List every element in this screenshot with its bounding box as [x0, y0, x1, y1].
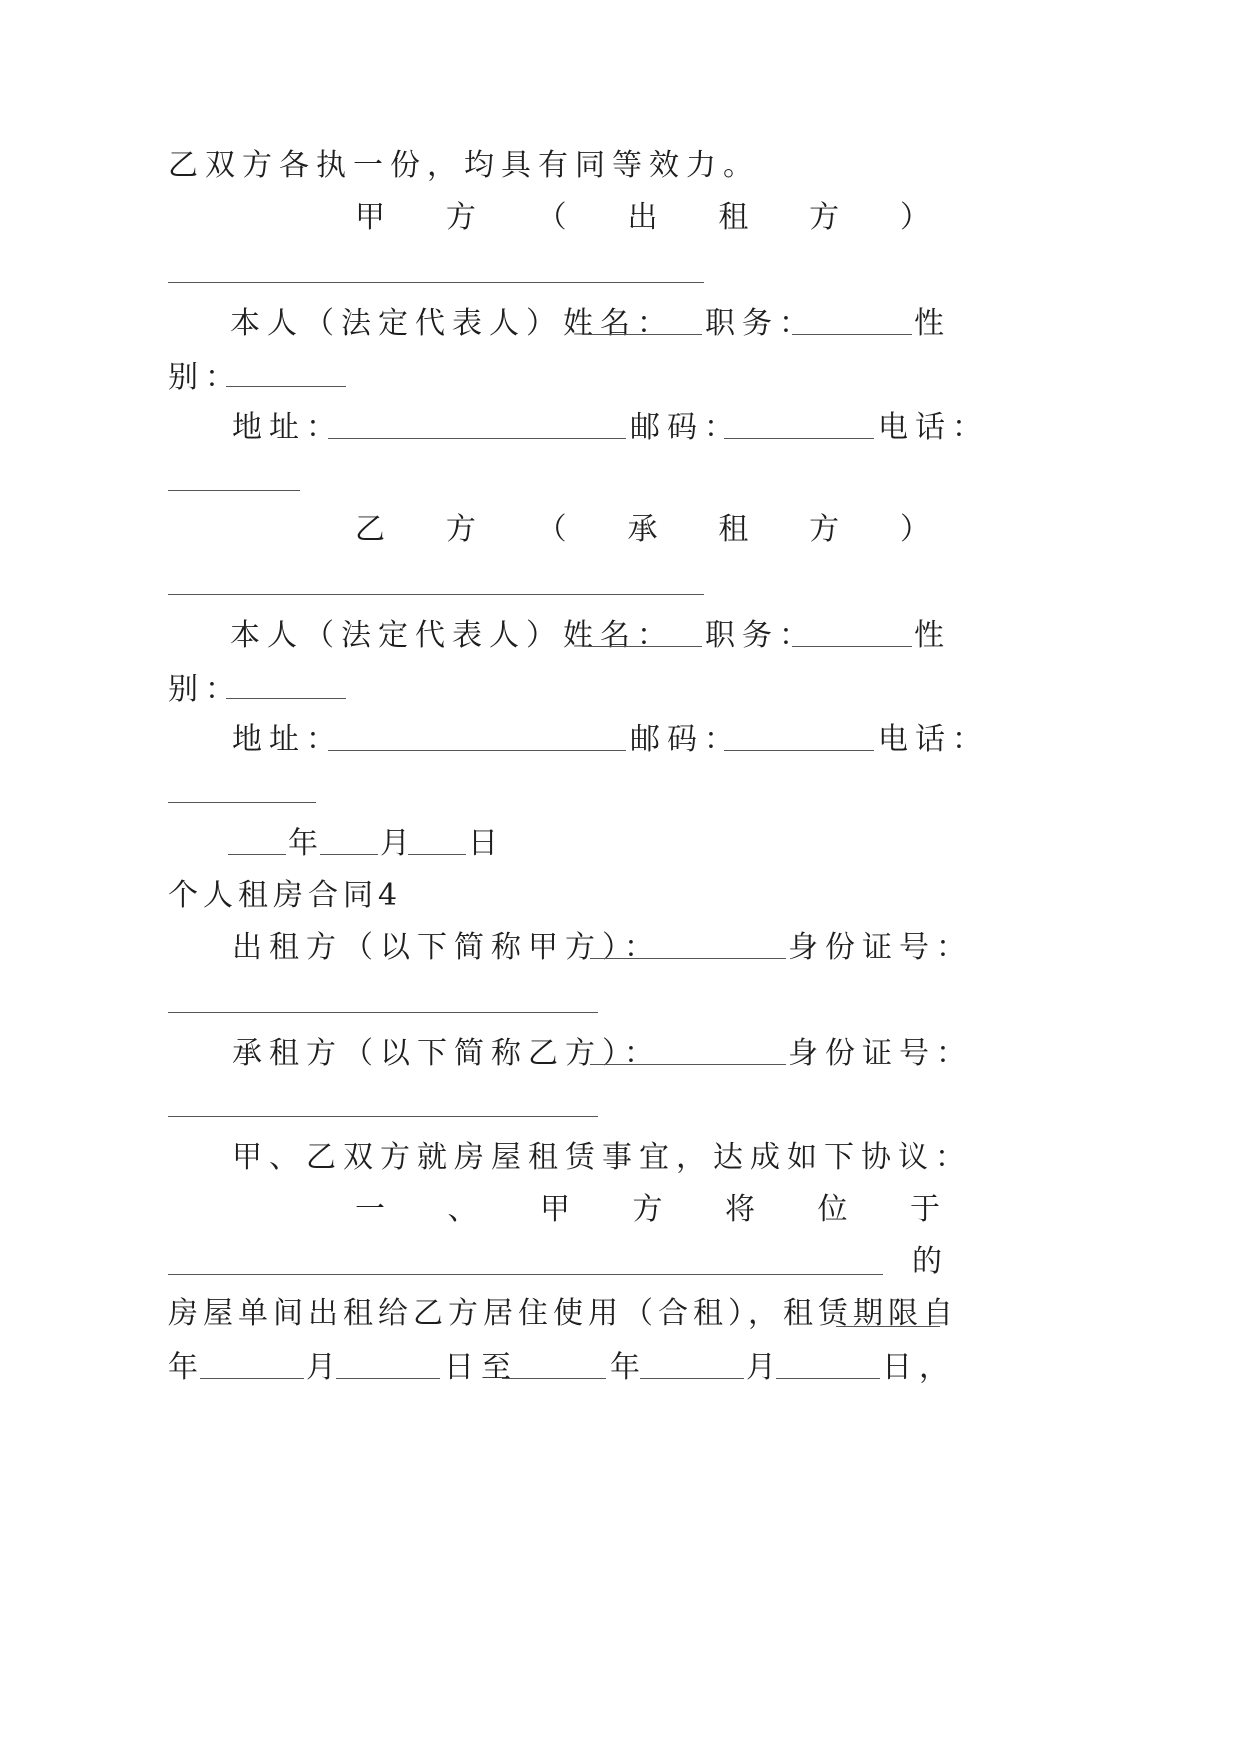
lessor-label: 出租方（以下简称甲方）： — [232, 930, 661, 965]
party-a-heading — [355, 198, 930, 238]
clause-1-de: 的 — [912, 1244, 949, 1279]
date-month-field[interactable] — [320, 854, 378, 855]
lessee-id-label: 身份证号： — [788, 1036, 973, 1071]
party-b-heading — [355, 510, 930, 550]
phone-label: 电话： — [878, 410, 989, 445]
heading-char: 方 — [809, 512, 840, 547]
position-label: 职务： — [705, 618, 816, 653]
party-b-position-field[interactable] — [792, 646, 912, 647]
clause-char: 一 — [355, 1192, 385, 1227]
lessor-name-field[interactable] — [590, 958, 786, 959]
lease-end-month-label: 月 — [746, 1350, 783, 1385]
clause-char: 甲 — [540, 1192, 570, 1227]
party-a-phone-field[interactable] — [168, 490, 300, 491]
heading-char: 方 — [445, 200, 476, 235]
lease-start-year-field[interactable] — [836, 1326, 940, 1327]
party-a-gender-field[interactable] — [226, 386, 346, 387]
clause-char: 于 — [910, 1192, 940, 1227]
heading-char: （ — [536, 512, 567, 547]
party-b-fill-line[interactable] — [168, 594, 704, 595]
lessee-name-field[interactable] — [590, 1064, 786, 1065]
clause-char: 、 — [447, 1192, 478, 1227]
lease-to-label: 日至 — [444, 1350, 518, 1385]
postcode-label: 邮码： — [630, 410, 741, 445]
date-year-field[interactable] — [228, 854, 286, 855]
lessee-id-field[interactable] — [168, 1116, 598, 1117]
lessor-id-label: 身份证号： — [788, 930, 973, 965]
clause-char: 方 — [632, 1192, 663, 1227]
date-month-label: 月 — [380, 826, 417, 861]
gender-label-cont: 别： — [168, 360, 242, 395]
lease-end-day-label: 日， — [882, 1350, 956, 1385]
heading-char: 出 — [627, 200, 658, 235]
gender-label-cont: 别： — [168, 672, 242, 707]
date-day-field[interactable] — [408, 854, 466, 855]
party-b-phone-field[interactable] — [168, 802, 316, 803]
postcode-label: 邮码： — [630, 722, 741, 757]
clause-char: 将 — [725, 1192, 755, 1227]
party-b-gender-field[interactable] — [226, 698, 346, 699]
party-a-position-field[interactable] — [792, 334, 912, 335]
heading-char: 乙 — [355, 512, 385, 547]
party-a-postcode-field[interactable] — [724, 438, 874, 439]
heading-char: ） — [899, 200, 930, 235]
lessor-id-field[interactable] — [168, 1012, 598, 1013]
lease-end-year-label: 年 — [610, 1350, 647, 1385]
name-label: 本人（法定代表人）姓名： — [230, 306, 674, 341]
party-b-address-field[interactable] — [328, 750, 626, 751]
lessee-label: 承租方（以下简称乙方）： — [232, 1036, 661, 1071]
heading-char: 甲 — [355, 200, 385, 235]
heading-char: ） — [899, 512, 930, 547]
property-location-field[interactable] — [168, 1274, 883, 1275]
heading-char: 租 — [718, 200, 749, 235]
lease-start-month-field[interactable] — [200, 1378, 304, 1379]
clause-char: 位 — [817, 1192, 848, 1227]
position-label: 职务： — [705, 306, 816, 341]
name-label: 本人（法定代表人）姓名： — [230, 618, 674, 653]
lease-start-year-label: 年 — [168, 1350, 205, 1385]
party-a-fill-line[interactable] — [168, 282, 704, 283]
gender-label: 性 — [914, 306, 951, 341]
gender-label: 性 — [914, 618, 951, 653]
heading-char: 租 — [718, 512, 749, 547]
phone-label: 电话： — [878, 722, 989, 757]
lease-end-day-field[interactable] — [776, 1378, 880, 1379]
heading-char: 方 — [809, 200, 840, 235]
address-label: 地址： — [232, 722, 343, 757]
lease-start-month-label: 月 — [306, 1350, 343, 1385]
closing-sentence: 乙双方各执一份，均具有同等效力。 — [168, 148, 760, 183]
party-a-name-field[interactable] — [582, 334, 702, 335]
party-b-name-field[interactable] — [582, 646, 702, 647]
party-a-address-field[interactable] — [328, 438, 626, 439]
heading-char: 承 — [627, 512, 658, 547]
clause-1-line-2: 房屋单间出租给乙方居住使用（合租），租赁期限自 — [168, 1296, 958, 1331]
date-day-label: 日 — [468, 826, 505, 861]
lease-start-day-field[interactable] — [336, 1378, 440, 1379]
agreement-intro: 甲、乙双方就房屋租赁事宜，达成如下协议： — [232, 1140, 972, 1175]
heading-char: （ — [536, 200, 567, 235]
lease-end-year-field[interactable] — [502, 1378, 606, 1379]
date-year-label: 年 — [288, 826, 325, 861]
section-title: 个人租房合同4 — [168, 878, 403, 913]
address-label: 地址： — [232, 410, 343, 445]
heading-char: 方 — [445, 512, 476, 547]
lease-end-month-field[interactable] — [640, 1378, 744, 1379]
party-b-postcode-field[interactable] — [724, 750, 874, 751]
clause-1-heading — [355, 1190, 940, 1230]
